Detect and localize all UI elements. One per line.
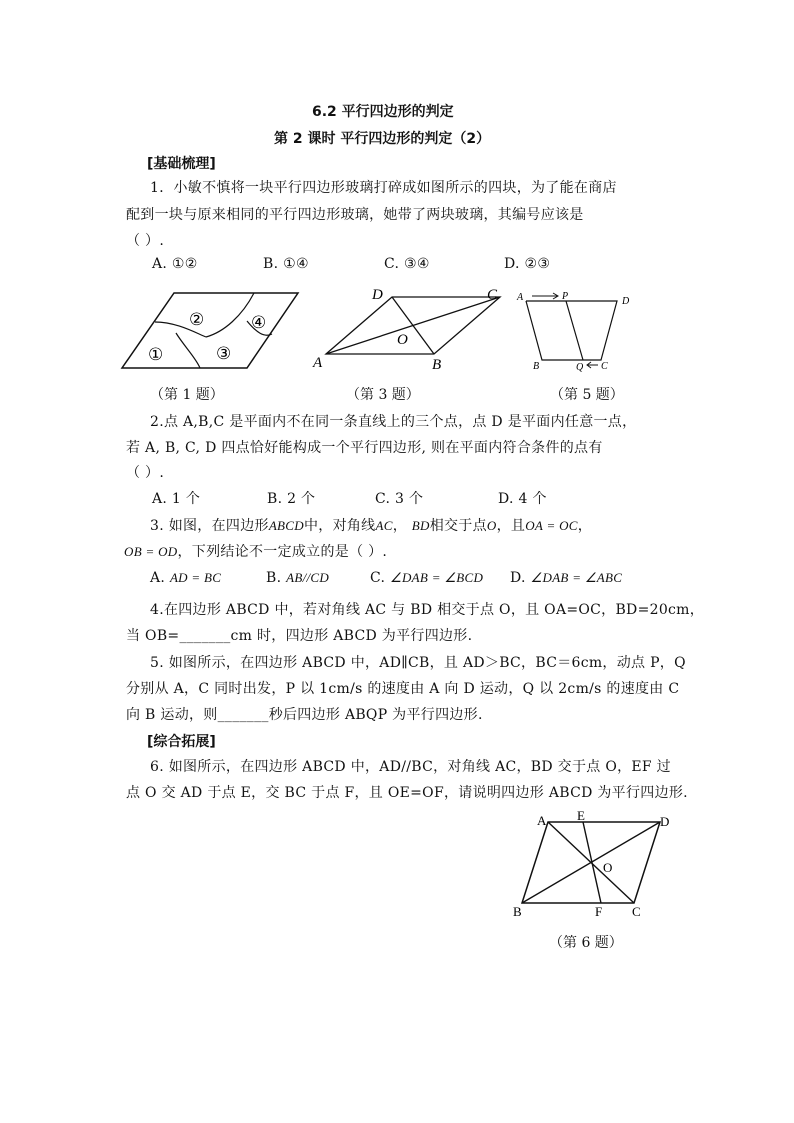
section-extend: [综合拓展] (147, 734, 216, 750)
q1-option-c: C. ③④ (384, 256, 430, 272)
q4-line-2: 当 OB=_______cm 时，四边形 ABCD 为平行四边形. (126, 628, 473, 644)
q2-option-b: B. 2 个 (267, 491, 316, 507)
fig5-label-p: P (562, 291, 569, 302)
q1-option-b: B. ①④ (263, 256, 309, 272)
fig3-label-c: C (487, 287, 498, 303)
q2-line-3: （ ）. (126, 465, 165, 481)
q1-line-3: （ ）. (126, 233, 165, 249)
figure-1-caption: （第 1 题） (150, 387, 224, 403)
q4-line-1: 4.在四边形 ABCD 中，若对角线 AC 与 BD 相交于点 O，且 OA=OC，BD=20cm， (150, 602, 705, 618)
q2-option-d: D. 4 个 (498, 491, 547, 507)
q2-line-2: 若 A, B, C, D 四点恰好能构成一个平行四边形, 则在平面内符合条件的点有 (126, 440, 603, 456)
fig6-label-e: E (577, 810, 585, 823)
fig3-label-a: A (313, 355, 323, 371)
fig5-label-d: D (622, 296, 630, 307)
q3-option-b: B. AB//CD (266, 570, 330, 586)
fig1-label-4: ④ (251, 313, 267, 332)
figure-5-caption: （第 5 题） (550, 387, 624, 403)
fig3-label-b: B (432, 357, 442, 373)
figure-1-parallelogram (116, 288, 306, 372)
q6-line-2: 点 O 交 AD 于点 E，交 BC 于点 F，且 OE=OF，请说明四边形 ABCD 为平行四边形. (126, 785, 688, 801)
q2-option-c: C. 3 个 (375, 491, 424, 507)
page-subtitle: 第 2 课时 平行四边形的判定（2） (274, 131, 491, 147)
figure-6-caption: （第 6 题） (549, 935, 623, 951)
fig1-label-3: ③ (216, 344, 232, 363)
q3-line-2: OB = OD，下列结论不一定成立的是（ ）. (124, 544, 388, 560)
q5-line-2: 分别从 A，C 同时出发，P 以 1cm/s 的速度由 A 向 D 运动，Q 以 2cm/s 的速度由 C (126, 681, 680, 697)
fig5-label-a: A (517, 292, 524, 303)
figure-3-caption: （第 3 题） (346, 387, 420, 403)
q6-line-1: 6. 如图所示，在四边形 ABCD 中，AD//BC，对角线 AC，BD 交于点 O，EF 过 (150, 759, 671, 775)
fig1-label-2: ② (189, 310, 205, 329)
fig3-label-d: D (372, 287, 383, 303)
fig6-label-d: D (660, 814, 670, 829)
figure-3-parallelogram (310, 284, 510, 374)
fig3-label-o: O (397, 332, 408, 348)
fig6-label-f: F (595, 904, 603, 919)
q3-option-d: D. ∠DAB = ∠ABC (510, 570, 623, 586)
q3-option-a: A. AD = BC (150, 570, 222, 586)
q2-line-1: 2.点 A,B,C 是平面内不在同一条直线上的三个点，点 D 是平面内任意一点， (150, 414, 637, 430)
figure-5-trapezoid (512, 288, 637, 374)
fig6-label-o: O (603, 860, 613, 875)
fig6-label-a: A (537, 813, 547, 828)
figure-6-parallelogram (508, 810, 678, 920)
fig6-label-c: C (632, 904, 641, 919)
q1-line-2: 配到一块与原来相同的平行四边形玻璃，她带了两块玻璃，其编号应该是 (126, 207, 584, 223)
q2-option-a: A. 1 个 (152, 491, 201, 507)
fig5-label-b: B (533, 361, 540, 372)
fig5-label-c: C (601, 361, 608, 372)
fig1-label-1: ① (148, 345, 164, 364)
q1-option-a: A. ①② (152, 256, 198, 272)
q5-line-1: 5. 如图所示，在四边形 ABCD 中，AD∥CB，且 AD＞BC，BC＝6cm，动点 P，Q (150, 655, 686, 671)
q1-option-d: D. ②③ (504, 256, 551, 272)
q3-option-c: C. ∠DAB = ∠BCD (370, 570, 484, 586)
q5-line-3: 向 B 运动，则_______秒后四边形 ABQP 为平行四边形. (126, 707, 483, 723)
fig5-label-q: Q (576, 362, 584, 373)
q3-line-1: 3. 如图，在四边形ABCD中，对角线AC， BD相交于点O，且OA = OC， (150, 518, 593, 534)
q1-line-1: 1．小敏不慎将一块平行四边形玻璃打碎成如图所示的四块，为了能在商店 (150, 180, 617, 196)
fig6-label-b: B (513, 904, 522, 919)
section-basic: [基础梳理] (147, 156, 216, 172)
page-title: 6.2 平行四边形的判定 (312, 104, 454, 120)
